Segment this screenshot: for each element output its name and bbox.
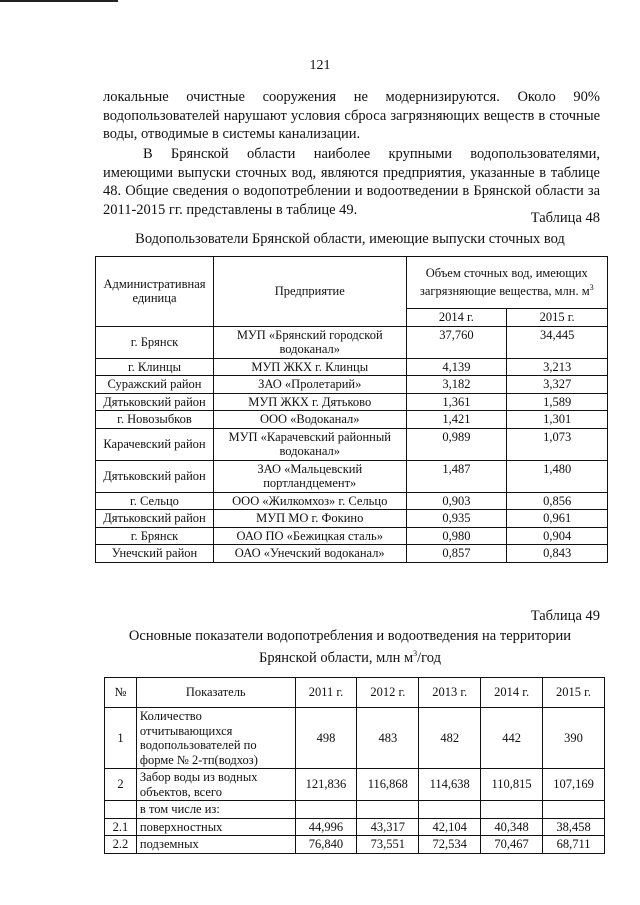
- cell-value: 498: [295, 708, 357, 769]
- cell-unit: Карачевский район: [96, 428, 214, 460]
- cell-value: 116,868: [357, 769, 419, 801]
- cell-value: 114,638: [419, 769, 481, 801]
- cell-2015: 0,961: [507, 510, 608, 528]
- cell-value: 483: [357, 708, 419, 769]
- table-49-header-cell: 2011 г.: [295, 678, 357, 708]
- cell-enterprise: ОАО ПО «Бежицкая сталь»: [213, 527, 406, 545]
- cell-2014: 0,935: [406, 510, 507, 528]
- cell-unit: г. Брянск: [96, 527, 214, 545]
- table-49-header-cell: 2014 г.: [481, 678, 543, 708]
- cell-value: 73,551: [357, 836, 419, 854]
- cell-value: [543, 801, 605, 819]
- table-48-row: [96, 492, 608, 510]
- header-unit: Административная единица: [96, 257, 214, 327]
- table-49-row: [105, 769, 605, 801]
- cell-unit: г. Сельцо: [96, 492, 214, 510]
- cell-2014: 4,139: [406, 358, 507, 376]
- table-49: [104, 677, 605, 854]
- cell-indicator: Количество отчитывающихся водопользователей по форме № 2-тп(водхоз): [136, 708, 295, 769]
- cell-2014: 1,421: [406, 411, 507, 429]
- cell-unit: Дятьковский район: [96, 510, 214, 528]
- header-2015: 2015 г.: [507, 309, 608, 327]
- table-49-title-line2-pre: Брянской области, млн м: [259, 649, 414, 666]
- cell-unit: Дятьковский район: [96, 460, 214, 492]
- cell-number: 2.1: [105, 818, 137, 836]
- cell-value: 43,317: [357, 818, 419, 836]
- table-48-row: [96, 411, 608, 429]
- table-49-row: [105, 818, 605, 836]
- top-rule: [0, 0, 118, 2]
- cell-value: 390: [543, 708, 605, 769]
- table-49-header-cell: 2015 г.: [543, 678, 605, 708]
- table-48-row: [96, 527, 608, 545]
- table-48-row: [96, 393, 608, 411]
- cell-unit: г. Брянск: [96, 326, 214, 358]
- table-49-title-line2: [96, 645, 604, 667]
- table-49-row: [105, 836, 605, 854]
- cell-number: 1: [105, 708, 137, 769]
- table-49-title: [96, 627, 604, 667]
- cell-value: 482: [419, 708, 481, 769]
- table-48-row: [96, 460, 608, 492]
- cell-2014: 3,182: [406, 376, 507, 394]
- cell-2014: 1,361: [406, 393, 507, 411]
- cell-enterprise: ОАО «Унечский водоканал»: [213, 545, 406, 563]
- paragraph-1: [103, 88, 600, 144]
- table-48-title: Водопользователи Брянской области, имеющие выпуски сточных вод: [135, 231, 565, 247]
- cell-2014: 0,857: [406, 545, 507, 563]
- cell-2014: 37,760: [406, 326, 507, 358]
- cell-value: 442: [481, 708, 543, 769]
- table-49-title-line1: Основные показатели водопотребления и водоотведения на территории: [128, 628, 572, 644]
- cell-2015: 1,589: [507, 393, 608, 411]
- cell-enterprise: МУП ЖКХ г. Дятьково: [213, 393, 406, 411]
- cell-unit: Суражский район: [96, 376, 214, 394]
- cell-2015: 0,904: [507, 527, 608, 545]
- cell-number: 2.2: [105, 836, 137, 854]
- header-volume-sup: 3: [589, 282, 594, 292]
- table-48: [95, 256, 608, 563]
- table-49-header-cell: 2013 г.: [419, 678, 481, 708]
- cell-2015: 1,301: [507, 411, 608, 429]
- cell-value: 68,711: [543, 836, 605, 854]
- cell-indicator: Забор воды из водных объектов, всего: [136, 769, 295, 801]
- header-2014: 2014 г.: [406, 309, 507, 327]
- paragraph-2-text: В Брянской области наиболее крупными водопользователями, имеющими выпуски сточных вод, являются предприятия, указанные в таблице 48. Общие сведения о водопотреблении и водоотведении в Брянской области за 2011-2015 гг. представлены в таблице 49.: [103, 146, 600, 218]
- cell-value: 70,467: [481, 836, 543, 854]
- cell-enterprise: МУП МО г. Фокино: [213, 510, 406, 528]
- cell-enterprise: ООО «Водоканал»: [213, 411, 406, 429]
- cell-enterprise: МУП ЖКХ г. Клинцы: [213, 358, 406, 376]
- cell-enterprise: ООО «Жилкомхоз» г. Сельцо: [213, 492, 406, 510]
- cell-2015: 3,213: [507, 358, 608, 376]
- cell-enterprise: ЗАО «Мальцевский портландцемент»: [213, 460, 406, 492]
- cell-2015: 0,856: [507, 492, 608, 510]
- cell-value: 76,840: [295, 836, 357, 854]
- cell-2014: 0,903: [406, 492, 507, 510]
- cell-unit: г. Клинцы: [96, 358, 214, 376]
- cell-value: 44,996: [295, 818, 357, 836]
- table-49-title-line2-sup: 3: [413, 649, 418, 658]
- cell-2015: 1,073: [507, 428, 608, 460]
- cell-indicator: в том числе из:: [136, 801, 295, 819]
- cell-value: [481, 801, 543, 819]
- header-volume-text: Объем сточных вод, имеющих загрязняющие вещества, млн. м: [419, 266, 590, 299]
- cell-enterprise: МУП «Карачевский районный водоканал»: [213, 428, 406, 460]
- paragraph-2: [103, 145, 600, 219]
- cell-value: 72,534: [419, 836, 481, 854]
- table-48-row: [96, 510, 608, 528]
- cell-value: [295, 801, 357, 819]
- cell-2015: 34,445: [507, 326, 608, 358]
- cell-value: 40,348: [481, 818, 543, 836]
- table-48-row: [96, 376, 608, 394]
- cell-indicator: поверхностных: [136, 818, 295, 836]
- cell-2014: 0,989: [406, 428, 507, 460]
- cell-enterprise: ЗАО «Пролетарий»: [213, 376, 406, 394]
- table-49-header-cell: 2012 г.: [357, 678, 419, 708]
- table-48-row: [96, 326, 608, 358]
- cell-value: 38,458: [543, 818, 605, 836]
- header-enterprise: Предприятие: [213, 257, 406, 327]
- page-number: 121: [309, 58, 331, 73]
- cell-enterprise: МУП «Брянский городской водоканал»: [213, 326, 406, 358]
- table-49-title-line2-post: /год: [417, 649, 441, 666]
- cell-2014: 0,980: [406, 527, 507, 545]
- paragraph-1-text: локальные очистные сооружения не модернизируются. Около 90% водопользователей нарушают условия сброса загрязняющих веществ в сточные воды, отводимые в системы канализации.: [103, 89, 600, 142]
- header-volume: [406, 257, 607, 309]
- cell-value: 121,836: [295, 769, 357, 801]
- cell-unit: Дятьковский район: [96, 393, 214, 411]
- table-49-row: [105, 801, 605, 819]
- cell-2015: 1,480: [507, 460, 608, 492]
- table-49-header-cell: №: [105, 678, 137, 708]
- cell-value: 110,815: [481, 769, 543, 801]
- table-49-row: [105, 708, 605, 769]
- table-48-row: [96, 545, 608, 563]
- table-48-row: [96, 428, 608, 460]
- table-49-header-cell: Показатель: [136, 678, 295, 708]
- cell-number: [105, 801, 137, 819]
- cell-indicator: подземных: [136, 836, 295, 854]
- cell-value: 42,104: [419, 818, 481, 836]
- table-48-label: Таблица 48: [530, 210, 600, 226]
- cell-value: [419, 801, 481, 819]
- cell-number: 2: [105, 769, 137, 801]
- cell-unit: Унечский район: [96, 545, 214, 563]
- table-48-row: [96, 358, 608, 376]
- cell-value: 107,169: [543, 769, 605, 801]
- cell-2015: 3,327: [507, 376, 608, 394]
- cell-2015: 0,843: [507, 545, 608, 563]
- cell-unit: г. Новозыбков: [96, 411, 214, 429]
- cell-value: [357, 801, 419, 819]
- cell-2014: 1,487: [406, 460, 507, 492]
- table-49-label: Таблица 49: [530, 608, 600, 624]
